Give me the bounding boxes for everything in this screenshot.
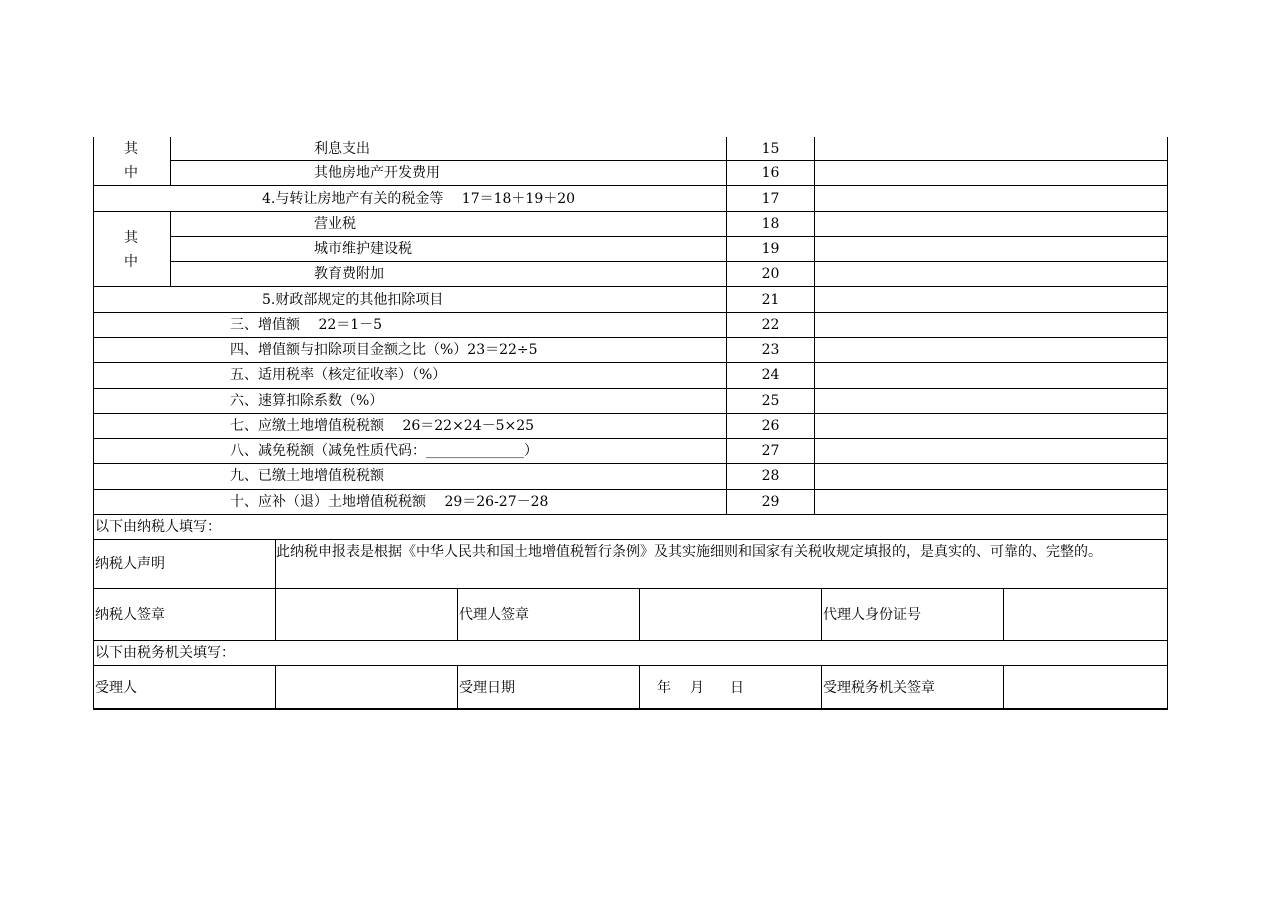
line-number: 15 — [761, 141, 780, 157]
row-label: 营业税 — [314, 216, 356, 232]
qizhong-divider — [170, 137, 171, 186]
line-number: 17 — [761, 191, 780, 207]
qizhong-label: 中 — [124, 165, 138, 181]
col-divider — [457, 588, 458, 640]
line-number: 20 — [761, 266, 780, 282]
qizhong-divider — [170, 211, 171, 287]
line-number: 26 — [761, 418, 780, 434]
agent-id-field[interactable] — [1004, 589, 1167, 640]
row-label: 九、已缴土地增值税税额 — [230, 468, 384, 484]
row-label: 八、减免税额（减免性质代码：______________） — [230, 443, 538, 459]
taxpayer-section-header: 以下由纳税人填写： — [95, 519, 221, 535]
row-label: 利息支出 — [314, 141, 370, 157]
qizhong-label: 其 — [124, 230, 138, 246]
line-number: 16 — [761, 165, 780, 181]
line-number: 23 — [761, 342, 780, 358]
receiver-label: 受理人 — [95, 680, 137, 696]
office-seal-label: 受理税务机关签章 — [823, 680, 935, 696]
row-label: 三、增值额 22＝1－5 — [230, 317, 383, 333]
row-label: 5.财政部规定的其他扣除项目 — [262, 292, 444, 308]
line-number: 25 — [761, 393, 780, 409]
row-label: 十、应补（退）土地增值税税额 29＝26-27－28 — [230, 494, 549, 510]
row-label: 五、适用税率（核定征收率）（%） — [230, 367, 447, 383]
row-label: 4.与转让房地产有关的税金等 17＝18＋19＋20 — [262, 191, 576, 207]
line-number: 24 — [761, 367, 780, 383]
row-label: 城市维护建设税 — [314, 241, 412, 257]
line-number: 22 — [761, 317, 780, 333]
line-number: 21 — [761, 292, 780, 308]
declaration-text: 此纳税申报表是根据《中华人民共和国土地增值税暂行条例》及其实施细则和国家有关税收规定填报的，是真实的、可靠的、完整的。 — [276, 544, 1102, 560]
table-left-border — [93, 137, 94, 710]
row-label: 教育费附加 — [314, 266, 384, 282]
taxpayer-seal-label: 纳税人签章 — [95, 607, 165, 623]
tax-office-section-header: 以下由税务机关填写： — [95, 645, 235, 661]
line-number: 19 — [761, 241, 780, 257]
table-bottom-border — [93, 708, 1168, 710]
row-label: 六、速算扣除系数（%） — [230, 393, 384, 409]
agent-seal-field[interactable] — [640, 589, 821, 640]
row-label: 其他房地产开发费用 — [314, 165, 440, 181]
taxpayer-seal-field[interactable] — [276, 589, 457, 640]
line-number: 27 — [761, 443, 780, 459]
line-number: 29 — [761, 494, 780, 510]
declaration-label: 纳税人声明 — [95, 556, 165, 572]
receive-date-label: 受理日期 — [459, 680, 515, 696]
agent-seal-label: 代理人签章 — [459, 607, 529, 623]
col-divider — [821, 588, 822, 640]
row-label: 四、增值额与扣除项目金额之比（%）23＝22÷5 — [230, 342, 538, 358]
qizhong-label: 其 — [124, 141, 138, 157]
row-line — [93, 539, 1167, 540]
row-line — [93, 514, 1167, 515]
date-day-label: 日 — [730, 680, 744, 696]
date-year-label: 年 — [657, 680, 671, 696]
col-divider — [821, 665, 822, 709]
qizhong-label: 中 — [124, 254, 138, 270]
row-line — [93, 640, 1167, 641]
agent-id-label: 代理人身份证号 — [823, 607, 921, 623]
row-label: 七、应缴土地增值税税额 26＝22×24－5×25 — [230, 418, 535, 434]
amount-column[interactable] — [815, 137, 1167, 514]
line-number: 28 — [761, 468, 780, 484]
table-right-border — [1167, 137, 1168, 710]
date-month-label: 月 — [690, 680, 704, 696]
receiver-field[interactable] — [276, 666, 457, 708]
line-number: 18 — [761, 216, 780, 232]
col-divider — [457, 665, 458, 709]
office-seal-field[interactable] — [1004, 666, 1167, 708]
